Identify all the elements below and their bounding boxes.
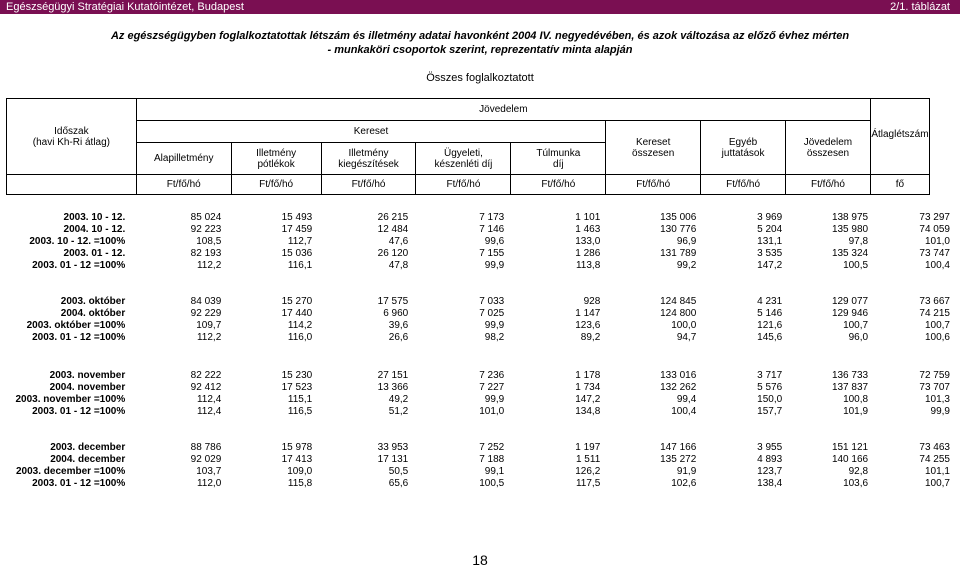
table-cell: 5 146 bbox=[757, 308, 783, 319]
table-cell: 1 101 bbox=[575, 212, 601, 223]
table-cell: 47,6 bbox=[388, 236, 409, 247]
table-cell: 82 193 bbox=[190, 248, 222, 259]
table-cell: 100,7 bbox=[843, 320, 869, 331]
table-cell: 135 324 bbox=[831, 248, 869, 259]
table-cell: 129 077 bbox=[831, 296, 869, 307]
table-cell: 7 155 bbox=[479, 248, 505, 259]
table-cell: 17 413 bbox=[281, 454, 313, 465]
data-group bbox=[6, 370, 950, 418]
table-cell: 96,9 bbox=[676, 236, 697, 247]
table-row bbox=[6, 308, 950, 320]
unit-cell: Ft/fő/hó bbox=[136, 175, 231, 195]
table-cell: 115,8 bbox=[287, 478, 313, 489]
table-cell: 101,3 bbox=[924, 394, 950, 405]
row-label: 2003. december bbox=[50, 442, 126, 453]
table-cell: 116,5 bbox=[287, 406, 313, 417]
table-cell: 100,0 bbox=[671, 320, 697, 331]
col-header-base: Alapilletmény bbox=[136, 143, 231, 175]
table-cell: 3 535 bbox=[757, 248, 783, 259]
table-cell: 12 484 bbox=[377, 224, 409, 235]
table-cell: 1 734 bbox=[575, 382, 601, 393]
table-cell: 7 146 bbox=[479, 224, 505, 235]
table-cell: 17 131 bbox=[377, 454, 409, 465]
table-cell: 15 978 bbox=[281, 442, 313, 453]
table-cell: 100,8 bbox=[843, 394, 869, 405]
table-cell: 138 975 bbox=[831, 212, 869, 223]
table-cell: 7 227 bbox=[479, 382, 505, 393]
table-row bbox=[6, 454, 950, 466]
table-cell: 135 980 bbox=[831, 224, 869, 235]
col-header-headcount: Átlaglétszám bbox=[870, 99, 929, 175]
table-cell: 100,4 bbox=[671, 406, 697, 417]
table-cell: 15 270 bbox=[281, 296, 313, 307]
table-cell: 135 006 bbox=[660, 212, 697, 223]
table-cell: 124 800 bbox=[660, 308, 697, 319]
row-label: 2003. október bbox=[60, 296, 126, 307]
table-cell: 99,9 bbox=[930, 406, 950, 417]
table-cell: 3 717 bbox=[757, 370, 783, 381]
row-label: 2003. december =100% bbox=[16, 466, 126, 477]
table-cell: 50,5 bbox=[388, 466, 409, 477]
col-header-income-total: Jövedelem összesen bbox=[786, 121, 871, 175]
table-cell: 100,6 bbox=[924, 332, 950, 343]
table-cell: 132 262 bbox=[660, 382, 697, 393]
row-label: 2003. 01 - 12 =100% bbox=[32, 406, 126, 417]
table-cell: 1 178 bbox=[575, 370, 601, 381]
document-title: Az egészségügyben foglalkoztatottak létszám és illetmény adatai havonként 2004 IV. negyedévében, és azok változása az előző évhez mérten bbox=[110, 30, 850, 42]
table-row bbox=[6, 236, 950, 248]
table-cell: 65,6 bbox=[388, 478, 409, 489]
table-cell: 17 440 bbox=[281, 308, 313, 319]
table-cell: 157,7 bbox=[757, 406, 783, 417]
table-cell: 145,6 bbox=[757, 332, 783, 343]
table-cell: 100,5 bbox=[479, 478, 505, 489]
table-cell: 99,1 bbox=[484, 466, 505, 477]
table-cell: 5 204 bbox=[757, 224, 783, 235]
table-row bbox=[6, 406, 950, 418]
table-cell: 88 786 bbox=[190, 442, 222, 453]
table-cell: 101,1 bbox=[924, 466, 950, 477]
row-label: 2003. november =100% bbox=[15, 394, 126, 405]
row-label: 2003. 10 - 12. =100% bbox=[29, 236, 126, 247]
table-cell: 73 747 bbox=[919, 248, 950, 259]
table-row bbox=[6, 248, 950, 260]
unit-cell: Ft/fő/hó bbox=[701, 175, 786, 195]
col-header-supplements: Illetmény kiegészítések bbox=[321, 143, 416, 175]
table-cell: 7 188 bbox=[479, 454, 505, 465]
table-cell: 113,8 bbox=[575, 260, 601, 271]
table-cell: 103,6 bbox=[843, 478, 869, 489]
row-label: 2004. 10 - 12. bbox=[63, 224, 126, 235]
table-cell: 101,0 bbox=[479, 406, 505, 417]
table-cell: 7 236 bbox=[479, 370, 505, 381]
data-group bbox=[6, 442, 950, 490]
table-row bbox=[6, 260, 950, 272]
table-cell: 138,4 bbox=[757, 478, 783, 489]
row-label: 2004. október bbox=[60, 308, 126, 319]
table-row bbox=[6, 370, 950, 382]
table-cell: 96,0 bbox=[848, 332, 869, 343]
row-label: 2003. 01 - 12 =100% bbox=[32, 260, 126, 271]
table-row bbox=[6, 296, 950, 308]
table-cell: 147 166 bbox=[660, 442, 697, 453]
table-cell: 92 412 bbox=[190, 382, 222, 393]
table-cell: 85 024 bbox=[190, 212, 222, 223]
table-cell: 151 121 bbox=[831, 442, 869, 453]
data-table bbox=[6, 296, 950, 344]
table-subtitle: Összes foglalkoztatott bbox=[426, 72, 534, 84]
table-cell: 1 463 bbox=[575, 224, 601, 235]
table-cell: 74 215 bbox=[919, 308, 950, 319]
table-cell: 100,5 bbox=[843, 260, 869, 271]
table-cell: 27 151 bbox=[377, 370, 409, 381]
table-cell: 26,6 bbox=[388, 332, 409, 343]
table-cell: 112,4 bbox=[196, 406, 222, 417]
table-cell: 15 230 bbox=[281, 370, 313, 381]
header-bar bbox=[0, 0, 960, 14]
table-cell: 33 953 bbox=[377, 442, 409, 453]
table-cell: 1 286 bbox=[575, 248, 601, 259]
row-label: 2003. 01 - 12 =100% bbox=[32, 478, 126, 489]
table-cell: 140 166 bbox=[831, 454, 869, 465]
table-cell: 112,4 bbox=[196, 394, 222, 405]
table-cell: 73 667 bbox=[919, 296, 950, 307]
table-cell: 73 707 bbox=[919, 382, 950, 393]
table-cell: 17 523 bbox=[281, 382, 313, 393]
table-cell: 7 033 bbox=[479, 296, 505, 307]
unit-empty bbox=[7, 175, 137, 195]
table-cell: 117,5 bbox=[575, 478, 601, 489]
table-row bbox=[6, 394, 950, 406]
document-title-line2: - munkaköri csoportok szerint, reprezentatív minta alapján bbox=[327, 44, 633, 56]
table-cell: 109,0 bbox=[287, 466, 313, 477]
table-cell: 15 036 bbox=[281, 248, 313, 259]
data-table bbox=[6, 212, 950, 272]
data-group bbox=[6, 296, 950, 344]
table-cell: 121,6 bbox=[757, 320, 783, 331]
table-row bbox=[6, 466, 950, 478]
row-label: 2003. november bbox=[49, 370, 126, 381]
table-cell: 94,7 bbox=[676, 332, 697, 343]
table-cell: 92 223 bbox=[190, 224, 222, 235]
row-label: 2004. december bbox=[50, 454, 126, 465]
page-number: 18 bbox=[472, 552, 488, 568]
table-cell: 133 016 bbox=[660, 370, 697, 381]
table-row bbox=[6, 224, 950, 236]
table-cell: 92 229 bbox=[190, 308, 222, 319]
institute-name: Egészségügyi Stratégiai Kutatóintézet, Budapest bbox=[6, 1, 244, 13]
table-cell: 150,0 bbox=[757, 394, 783, 405]
table-cell: 74 255 bbox=[919, 454, 950, 465]
col-header-salary-total: Kereset összesen bbox=[606, 121, 701, 175]
table-cell: 135 272 bbox=[660, 454, 697, 465]
table-cell: 108,5 bbox=[196, 236, 222, 247]
table-cell: 73 463 bbox=[919, 442, 950, 453]
table-number: 2/1. táblázat bbox=[890, 1, 950, 13]
table-cell: 147,2 bbox=[757, 260, 783, 271]
col-header-salary: Kereset bbox=[136, 121, 605, 143]
table-cell: 5 576 bbox=[757, 382, 783, 393]
unit-cell: Ft/fő/hó bbox=[511, 175, 606, 195]
table-cell: 1 511 bbox=[575, 454, 601, 465]
row-label: 2004. november bbox=[49, 382, 126, 393]
col-header-overtime: Túlmunka díj bbox=[511, 143, 606, 175]
table-cell: 4 893 bbox=[757, 454, 783, 465]
table-cell: 51,2 bbox=[388, 406, 409, 417]
table-cell: 3 955 bbox=[757, 442, 783, 453]
table-cell: 7 252 bbox=[479, 442, 505, 453]
col-header-duty: Ügyeleti, készenléti díj bbox=[416, 143, 511, 175]
col-header-income: Jövedelem bbox=[136, 99, 870, 121]
table-cell: 101,0 bbox=[924, 236, 950, 247]
data-table bbox=[6, 370, 950, 418]
row-label: 2003. október =100% bbox=[26, 320, 126, 331]
data-group bbox=[6, 212, 950, 272]
table-cell: 4 231 bbox=[757, 296, 783, 307]
col-header-other: Egyéb juttatások bbox=[701, 121, 786, 175]
table-cell: 97,8 bbox=[848, 236, 869, 247]
table-cell: 6 960 bbox=[383, 308, 409, 319]
col-header-period: Időszak (havi Kh-Ri átlag) bbox=[7, 99, 137, 175]
table-cell: 112,2 bbox=[196, 260, 222, 271]
table-cell: 26 215 bbox=[377, 212, 409, 223]
table-cell: 112,2 bbox=[196, 332, 222, 343]
table-cell: 99,9 bbox=[484, 394, 505, 405]
table-cell: 123,6 bbox=[575, 320, 601, 331]
table-cell: 26 120 bbox=[377, 248, 409, 259]
table-row bbox=[6, 320, 950, 332]
table-cell: 133,0 bbox=[575, 236, 601, 247]
table-cell: 103,7 bbox=[196, 466, 222, 477]
table-cell: 99,9 bbox=[484, 260, 505, 271]
table-cell: 131,1 bbox=[757, 236, 783, 247]
table-cell: 99,4 bbox=[676, 394, 697, 405]
table-cell: 100,7 bbox=[924, 478, 950, 489]
table-cell: 82 222 bbox=[190, 370, 222, 381]
table-cell: 101,9 bbox=[843, 406, 869, 417]
table-cell: 47,8 bbox=[388, 260, 409, 271]
table-cell: 928 bbox=[583, 296, 601, 307]
table-cell: 91,9 bbox=[676, 466, 697, 477]
table-row bbox=[6, 332, 950, 344]
table-cell: 126,2 bbox=[575, 466, 601, 477]
table-cell: 134,8 bbox=[575, 406, 601, 417]
table-cell: 99,9 bbox=[484, 320, 505, 331]
table-cell: 49,2 bbox=[388, 394, 409, 405]
table-cell: 92 029 bbox=[190, 454, 222, 465]
table-cell: 15 493 bbox=[281, 212, 313, 223]
table-cell: 17 575 bbox=[377, 296, 409, 307]
table-cell: 137 837 bbox=[831, 382, 869, 393]
table-cell: 99,2 bbox=[676, 260, 697, 271]
unit-cell: fő bbox=[870, 175, 929, 195]
table-cell: 1 147 bbox=[575, 308, 601, 319]
table-cell: 74 059 bbox=[919, 224, 950, 235]
unit-cell: Ft/fő/hó bbox=[786, 175, 871, 195]
table-cell: 99,6 bbox=[484, 236, 505, 247]
table-cell: 123,7 bbox=[757, 466, 783, 477]
table-cell: 102,6 bbox=[671, 478, 697, 489]
table-cell: 115,1 bbox=[287, 394, 313, 405]
table-cell: 72 759 bbox=[919, 370, 950, 381]
table-cell: 17 459 bbox=[281, 224, 313, 235]
unit-cell: Ft/fő/hó bbox=[231, 175, 321, 195]
table-cell: 98,2 bbox=[484, 332, 505, 343]
table-cell: 129 946 bbox=[831, 308, 869, 319]
table-cell: 7 025 bbox=[479, 308, 505, 319]
table-row bbox=[6, 212, 950, 224]
table-cell: 131 789 bbox=[660, 248, 697, 259]
table-row bbox=[6, 442, 950, 454]
table-cell: 112,7 bbox=[287, 236, 313, 247]
col-header-allowances: Illetmény pótlékok bbox=[231, 143, 321, 175]
table-row bbox=[6, 382, 950, 394]
table-cell: 124 845 bbox=[660, 296, 697, 307]
unit-cell: Ft/fő/hó bbox=[416, 175, 511, 195]
table-cell: 114,2 bbox=[287, 320, 313, 331]
table-cell: 89,2 bbox=[580, 332, 601, 343]
data-table bbox=[6, 442, 950, 490]
row-label: 2003. 01 - 12. bbox=[63, 248, 126, 259]
column-header-table bbox=[6, 98, 930, 195]
unit-cell: Ft/fő/hó bbox=[606, 175, 701, 195]
table-cell: 73 297 bbox=[919, 212, 950, 223]
table-cell: 100,4 bbox=[924, 260, 950, 271]
table-cell: 136 733 bbox=[831, 370, 869, 381]
table-cell: 3 969 bbox=[757, 212, 783, 223]
table-cell: 116,0 bbox=[287, 332, 313, 343]
table-cell: 109,7 bbox=[196, 320, 222, 331]
table-cell: 7 173 bbox=[479, 212, 505, 223]
table-cell: 116,1 bbox=[287, 260, 313, 271]
table-cell: 13 366 bbox=[377, 382, 409, 393]
table-row bbox=[6, 478, 950, 490]
table-cell: 1 197 bbox=[575, 442, 601, 453]
table-cell: 130 776 bbox=[660, 224, 697, 235]
table-cell: 84 039 bbox=[190, 296, 222, 307]
table-cell: 39,6 bbox=[388, 320, 409, 331]
table-cell: 147,2 bbox=[575, 394, 601, 405]
row-label: 2003. 10 - 12. bbox=[63, 212, 126, 223]
table-cell: 112,0 bbox=[196, 478, 222, 489]
row-label: 2003. 01 - 12 =100% bbox=[32, 332, 126, 343]
table-cell: 92,8 bbox=[848, 466, 869, 477]
table-cell: 100,7 bbox=[924, 320, 950, 331]
unit-cell: Ft/fő/hó bbox=[321, 175, 416, 195]
